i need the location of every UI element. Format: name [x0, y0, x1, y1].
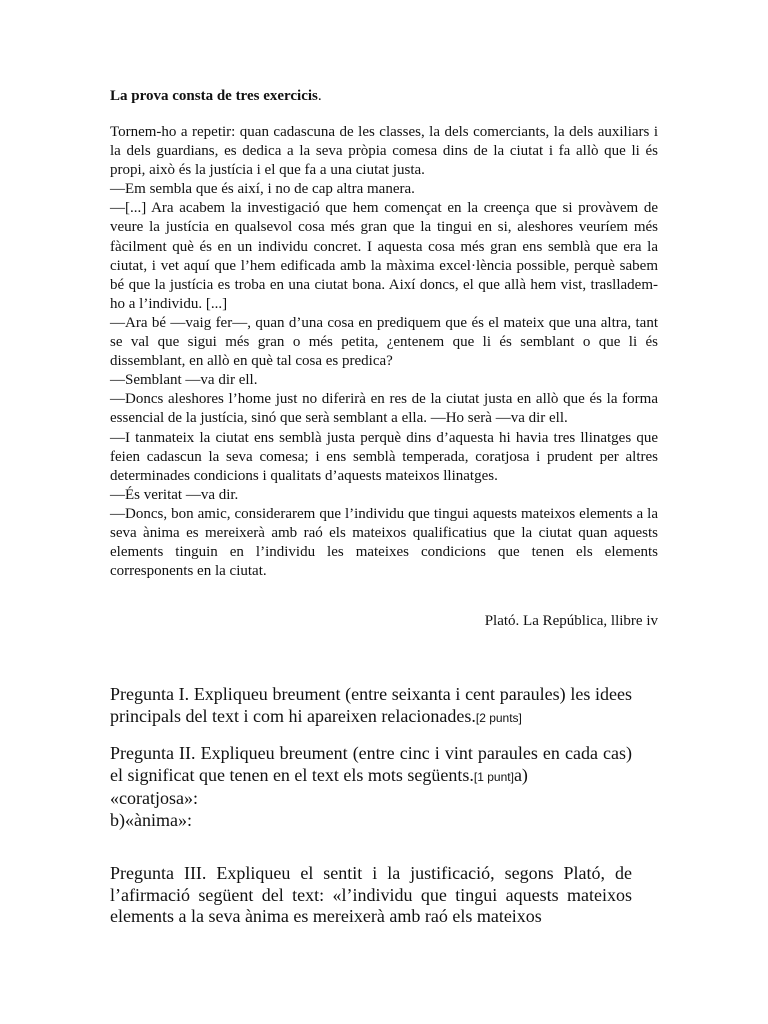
instructions-period: .: [317, 88, 322, 104]
question-1: [110, 684, 632, 729]
text-paragraph: —Em sembla que és així, i no de cap altra manera.: [110, 181, 415, 198]
question-2-item-b: b)«ànima»:: [110, 809, 192, 830]
question-3: [110, 863, 632, 928]
instructions-bold: La prova consta de tres exercicis: [110, 88, 318, 104]
question-1-points: [2 punts]: [475, 710, 522, 725]
exam-instructions: [110, 87, 322, 105]
text-paragraph: —[...] Ara acabem la investigació que hem començat en la creença que si provàvem de veure la justícia en qualsevol cosa més gran que la tingui en si, aleshores veuríem més fàcilment què és en un individu concret. I aquesta cosa més gran ens semblà que era la ciutat, i vet aquí que l’hem edificada amb la màxima excel·lència possible, perquè sabem bé que la justícia es troba en una ciutat bona. Així doncs, el que allà hem vist, traslladem-ho a l’individu. [...]: [110, 200, 658, 312]
text-paragraph: —Ara bé —vaig fer—, quan d’una cosa en prediquem que és el mateix que una altra, tant se val que sigui més gran o més petita, ¿entenem que li és semblant o que li és dissemblant, en allò en què tal cosa es predica?: [110, 314, 658, 370]
source-text: [110, 123, 658, 581]
question-2-item-a-label: a): [513, 764, 528, 785]
text-paragraph: —Doncs, bon amic, considerarem que l’individu que tingui aquests mateixos elements a la seva ànima es mereixerà amb raó els mateixos qualificatius que la ciutat quan aquests elements tinguin en l’individu les mateixes condicions que tenen els elements corresponents en la ciutat.: [110, 505, 658, 580]
question-3-text: Pregunta III. Expliqueu el sentit i la justificació, segons Plató, de l’afirmació següent del text: «l’individu que tingui aquests mateixos elements a la seva ànima es mereixerà amb raó els mateixos: [110, 863, 632, 926]
text-paragraph: —I tanmateix la ciutat ens semblà justa perquè dins d’aquesta hi havia tres llinatges que feien cadascun la seva comesa; i ens semblà temperada, coratjosa i prudent per altres determinades condicions i qualitats d’aquests mateixos llinatges.: [110, 429, 658, 484]
text-citation: Plató. La República, llibre iv: [484, 613, 658, 629]
question-2-text: Pregunta II. Expliqueu breument (entre cinc i vint paraules en cada cas) el significat que tenen en el text els mots següents.: [110, 743, 632, 785]
text-paragraph: Tornem-ho a repetir: quan cadascuna de les classes, la dels comerciants, la dels auxiliars i la dels guardians, es dedica a la seva pròpia comesa dins de la ciutat i fa allò que li és propi, això és la justícia i el que fa a una ciutat justa.: [110, 124, 658, 179]
text-paragraph: —Semblant —va dir ell.: [110, 372, 258, 389]
question-2-item-a-word: «coratjosa»:: [110, 788, 198, 808]
question-2: [110, 743, 632, 831]
text-paragraph: —És veritat —va dir.: [110, 486, 239, 503]
question-2-points: [1 punt]: [473, 769, 514, 784]
question-1-text: Pregunta I. Expliqueu breument (entre seixanta i cent paraules) les idees principals del text i com hi apareixen relacionades.: [110, 684, 632, 726]
text-paragraph: —Doncs aleshores l’home just no diferirà en res de la ciutat justa en allò que és la forma essencial de la justícia, sinó que serà semblant a ella. —Ho serà —va dir ell.: [110, 391, 658, 427]
